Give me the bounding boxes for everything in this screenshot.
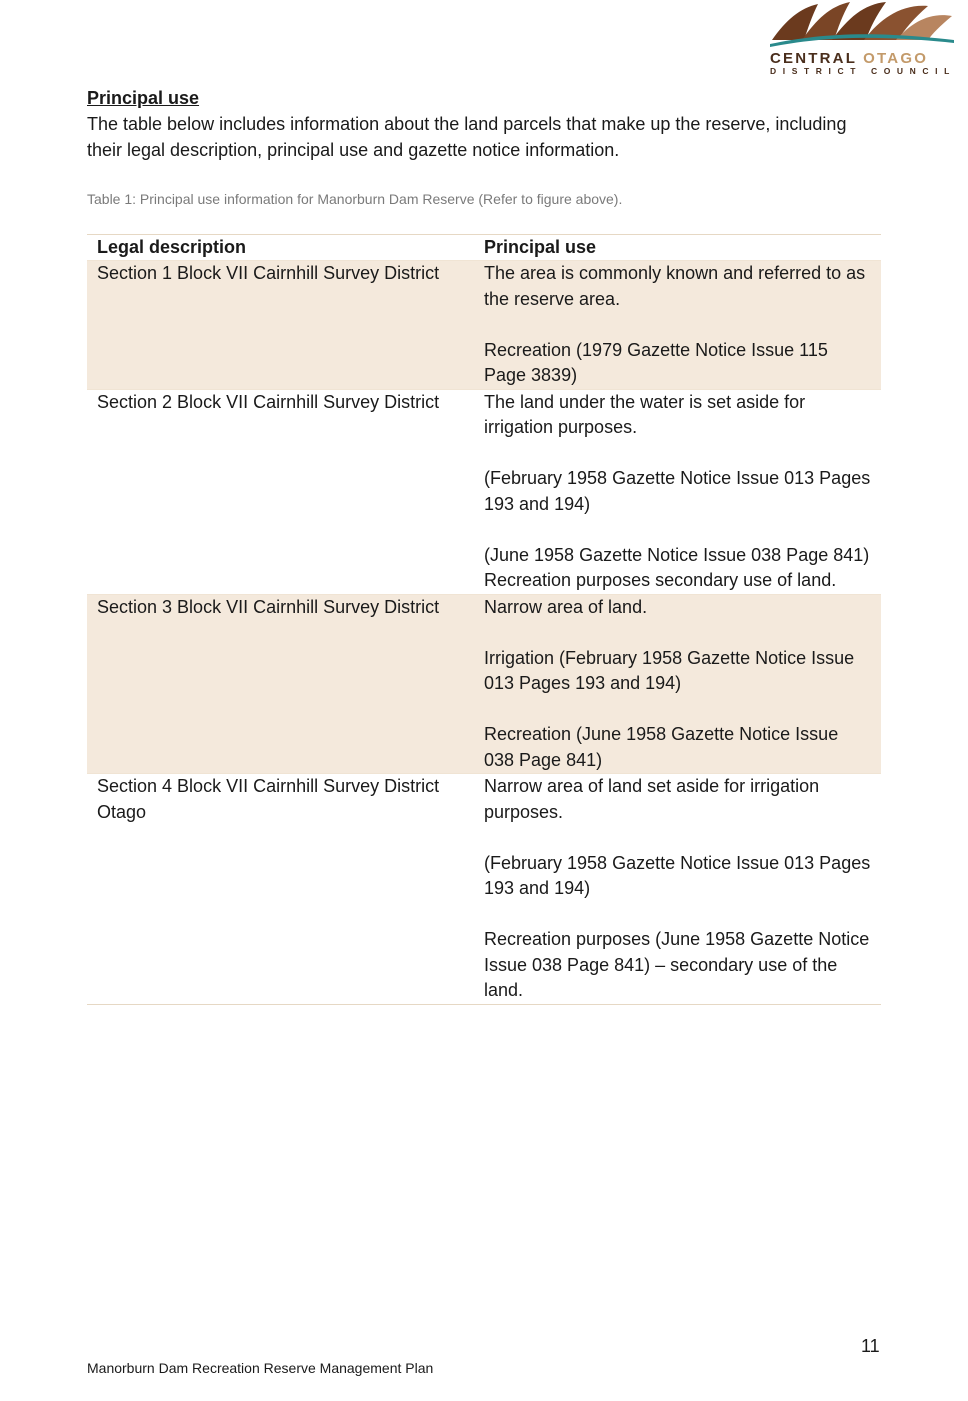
principal-use-paragraph: (February 1958 Gazette Notice Issue 013 Pages 193 and 194): [484, 468, 871, 514]
principal-use-cell: [474, 389, 881, 594]
principal-use-paragraph: Narrow area of land set aside for irrigation purposes.: [484, 776, 820, 822]
principal-use-paragraph: The land under the water is set aside for irrigation purposes.: [484, 391, 806, 437]
table-row: [87, 389, 881, 594]
principal-use-paragraph: Recreation purposes (June 1958 Gazette Notice Issue 038 Page 841) – secondary use of the land.: [484, 929, 870, 1000]
header-principal-use: Principal use: [484, 237, 597, 257]
document-footer: Manorburn Dam Recreation Reserve Management Plan: [87, 1360, 434, 1376]
principal-use-paragraph: Narrow area of land.: [484, 596, 648, 617]
legal-description-cell: Section 4 Block VII Cairnhill Survey District Otago: [97, 776, 440, 822]
table-caption: Table 1: Principal use information for Manorburn Dam Reserve (Refer to figure above).: [87, 191, 623, 207]
table-header-row: [87, 235, 881, 261]
logo-subtitle: DISTRICT COUNCIL: [770, 66, 956, 76]
table-row: [87, 261, 881, 390]
table-row: [87, 774, 881, 1005]
principal-use-table: [87, 234, 881, 1005]
table-row: [87, 594, 881, 774]
principal-use-paragraph: Recreation (June 1958 Gazette Notice Issue 038 Page 841): [484, 724, 839, 770]
principal-use-cell: [474, 594, 881, 774]
header-legal-description: Legal description: [97, 237, 247, 257]
principal-use-paragraph: (February 1958 Gazette Notice Issue 013 Pages 193 and 194): [484, 852, 871, 898]
mountain-landscape-logo-icon: [768, 0, 956, 52]
intro-paragraph: The table below includes information about the land parcels that make up the reserve, including their legal description, principal use and gazette notice information.: [87, 114, 847, 160]
principal-use-cell: [474, 774, 881, 1005]
principal-use-paragraph: The area is commonly known and referred to as the reserve area.: [484, 263, 866, 309]
logo-word-otago: OTAGO: [863, 50, 929, 67]
principal-use-paragraph: Recreation (1979 Gazette Notice Issue 115 Page 3839): [484, 339, 828, 385]
section-title: Principal use: [87, 88, 200, 108]
council-logo: [768, 0, 956, 80]
page-number: 11: [861, 1336, 880, 1356]
logo-word-central: CENTRAL: [770, 50, 857, 67]
legal-description-cell: Section 2 Block VII Cairnhill Survey District: [97, 391, 440, 412]
legal-description-cell: Section 1 Block VII Cairnhill Survey District: [87, 261, 474, 390]
principal-use-paragraph: Irrigation (February 1958 Gazette Notice Issue 013 Pages 193 and 194): [484, 647, 855, 693]
principal-use-cell: [474, 261, 881, 390]
legal-description-cell: Section 3 Block VII Cairnhill Survey District: [87, 594, 474, 774]
principal-use-paragraph: (June 1958 Gazette Notice Issue 038 Page 841) Recreation purposes secondary use of land.: [484, 544, 870, 590]
